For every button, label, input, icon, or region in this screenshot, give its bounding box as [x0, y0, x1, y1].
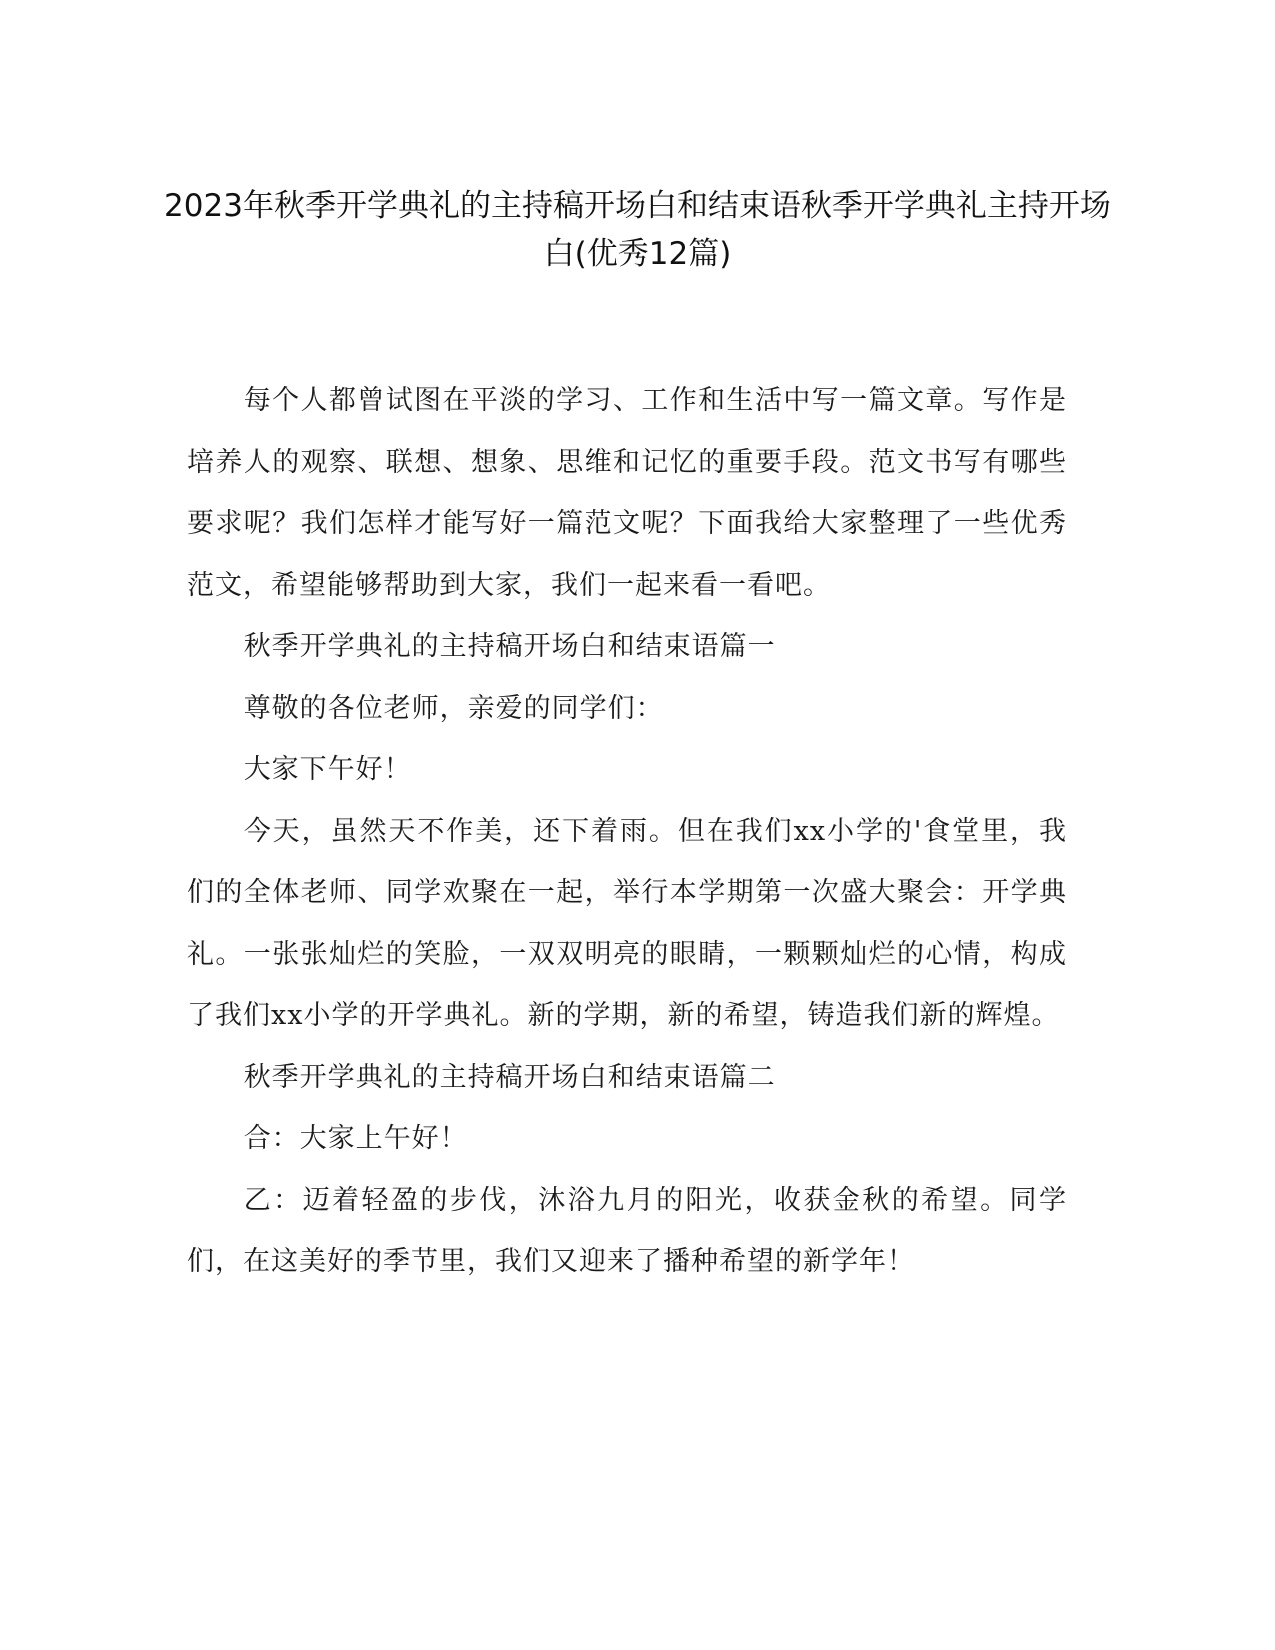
salutation-paragraph: 尊敬的各位老师，亲爱的同学们：: [243, 692, 664, 724]
document-title: 2023年秋季开学典礼的主持稿开场白和结束语秋季开学典礼主持开场白(优秀12篇): [164, 188, 1111, 272]
body-paragraph: 今天，虽然天不作美，还下着雨。但在我们xx小学的'食堂里，我们的全体老师、同学欢聚在一起，举行本学期第一次盛大聚会：开学典礼。一张张灿烂的笑脸，一双双明亮的眼睛，一颗颗灿烂的心情，构成了我们xx小学的开学典礼。新的学期，新的希望，铸造我们新的辉煌。: [187, 815, 1067, 1031]
greeting-paragraph: 大家下午好！: [243, 754, 412, 785]
section-heading-1: 秋季开学典礼的主持稿开场白和结束语篇一: [243, 631, 776, 662]
document-body: [187, 370, 1067, 1293]
dialogue-line: 合：大家上午好！: [243, 1123, 468, 1154]
intro-paragraph: 每个人都曾试图在平淡的学习、工作和生活中写一篇文章。写作是培养人的观察、联想、想象、思维和记忆的重要手段。范文书写有哪些要求呢？我们怎样才能写好一篇范文呢？下面我给大家整理了一些优秀范文，希望能够帮助到大家，我们一起来看一看吧。: [187, 385, 1067, 601]
section-heading-2: 秋季开学典礼的主持稿开场白和结束语篇二: [243, 1061, 776, 1093]
dialogue-line: 乙：迈着轻盈的步伐，沐浴九月的阳光，收获金秋的希望。同学们，在这美好的季节里，我们又迎来了播种希望的新学年！: [187, 1184, 1067, 1277]
